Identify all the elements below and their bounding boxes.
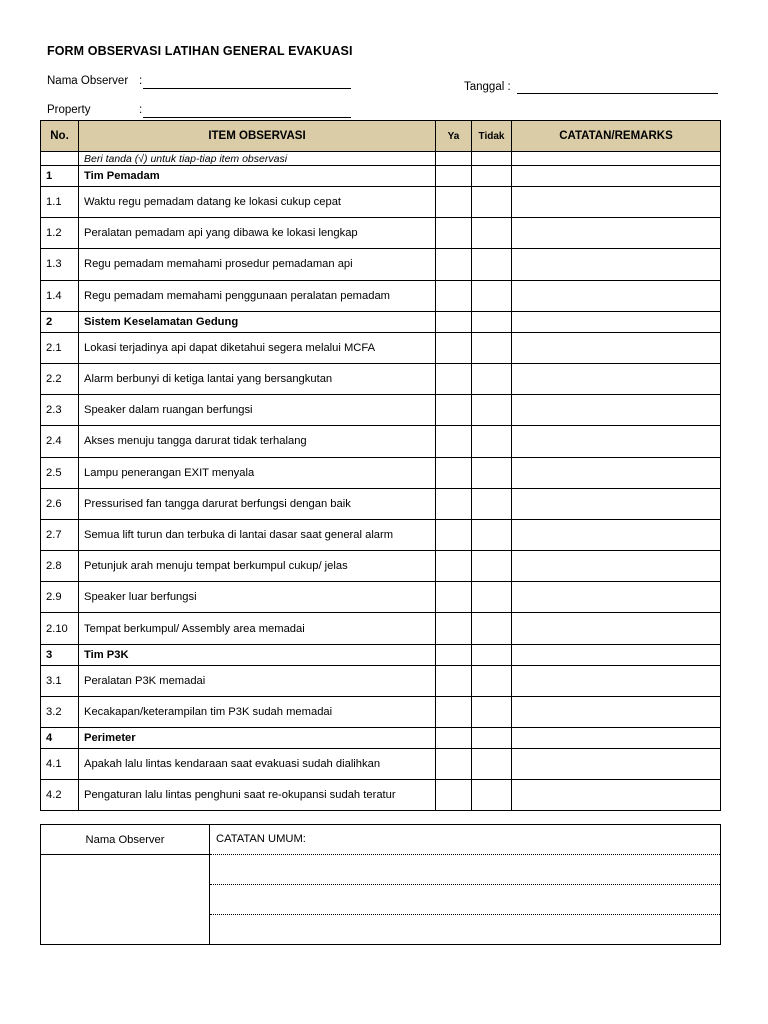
remarks-input-cell[interactable] — [512, 519, 721, 550]
header-item: ITEM OBSERVASI — [79, 121, 436, 152]
ya-checkbox-cell[interactable] — [436, 749, 472, 780]
remarks-input-cell[interactable] — [512, 426, 721, 457]
observer-colon: : — [139, 75, 143, 87]
item-row — [41, 426, 721, 457]
ya-checkbox-cell[interactable] — [436, 395, 472, 426]
tidak-checkbox-cell[interactable] — [472, 218, 512, 249]
ya-checkbox-cell[interactable] — [436, 457, 472, 488]
tidak-checkbox-cell[interactable] — [472, 187, 512, 218]
item-number: 2.2 — [41, 363, 79, 394]
section-number: 1 — [41, 166, 79, 187]
ya-checkbox-cell[interactable] — [436, 187, 472, 218]
tidak-cell — [472, 166, 512, 187]
property-label: Property — [47, 104, 91, 116]
ya-checkbox-cell[interactable] — [436, 332, 472, 363]
ya-checkbox-cell[interactable] — [436, 249, 472, 280]
item-number: 2.5 — [41, 457, 79, 488]
instruction-text: Beri tanda (√) untuk tiap-tiap item observasi — [79, 152, 436, 166]
note-line-2[interactable] — [210, 884, 720, 885]
remarks-input-cell[interactable] — [512, 249, 721, 280]
instruction-row — [41, 152, 721, 166]
section-number: 4 — [41, 728, 79, 749]
tidak-checkbox-cell[interactable] — [472, 426, 512, 457]
item-text: Lampu penerangan EXIT menyala — [79, 457, 436, 488]
item-number: 2.4 — [41, 426, 79, 457]
ya-cell — [436, 166, 472, 187]
item-number: 4.1 — [41, 749, 79, 780]
observer-signature-box[interactable] — [41, 855, 210, 945]
remarks-input-cell[interactable] — [512, 187, 721, 218]
tidak-checkbox-cell[interactable] — [472, 519, 512, 550]
header-catatan: CATATAN/REMARKS — [512, 121, 721, 152]
remarks-input-cell[interactable] — [512, 218, 721, 249]
item-text: Speaker luar berfungsi — [79, 582, 436, 613]
item-number: 2.1 — [41, 332, 79, 363]
item-text: Regu pemadam memahami penggunaan peralatan pemadam — [79, 280, 436, 311]
item-number: 3.2 — [41, 696, 79, 727]
item-text: Kecakapan/keterampilan tim P3K sudah memadai — [79, 696, 436, 727]
item-text: Tempat berkumpul/ Assembly area memadai — [79, 613, 436, 644]
item-text: Pengaturan lalu lintas penghuni saat re-okupansi sudah teratur — [79, 780, 436, 811]
ya-checkbox-cell[interactable] — [436, 551, 472, 582]
item-number: 3.1 — [41, 665, 79, 696]
tidak-checkbox-cell[interactable] — [472, 457, 512, 488]
item-number: 2.9 — [41, 582, 79, 613]
ya-checkbox-cell[interactable] — [436, 488, 472, 519]
item-number: 2.3 — [41, 395, 79, 426]
item-row — [41, 582, 721, 613]
ya-checkbox-cell[interactable] — [436, 613, 472, 644]
remarks-cell — [512, 728, 721, 749]
item-number: 1.3 — [41, 249, 79, 280]
tidak-checkbox-cell[interactable] — [472, 332, 512, 363]
section-row — [41, 311, 721, 332]
ya-checkbox-cell[interactable] — [436, 582, 472, 613]
ya-cell — [436, 728, 472, 749]
item-row — [41, 395, 721, 426]
tidak-cell — [472, 728, 512, 749]
item-text: Peralatan P3K memadai — [79, 665, 436, 696]
item-number: 1.1 — [41, 187, 79, 218]
ya-checkbox-cell[interactable] — [436, 780, 472, 811]
item-row — [41, 280, 721, 311]
item-row — [41, 551, 721, 582]
tidak-cell — [472, 311, 512, 332]
item-text: Semua lift turun dan terbuka di lantai dasar saat general alarm — [79, 519, 436, 550]
tidak-checkbox-cell[interactable] — [472, 551, 512, 582]
observer-name-line[interactable] — [143, 88, 351, 89]
item-row — [41, 613, 721, 644]
property-line[interactable] — [143, 117, 351, 118]
section-number: 3 — [41, 644, 79, 665]
property-colon: : — [139, 104, 143, 116]
footer-table — [40, 824, 721, 945]
ya-checkbox-cell[interactable] — [436, 519, 472, 550]
remarks-input-cell[interactable] — [512, 363, 721, 394]
item-number: 2.8 — [41, 551, 79, 582]
section-title: Tim Pemadam — [79, 166, 436, 187]
item-row — [41, 457, 721, 488]
remarks-input-cell[interactable] — [512, 780, 721, 811]
ya-checkbox-cell[interactable] — [436, 280, 472, 311]
remarks-input-cell[interactable] — [512, 613, 721, 644]
remarks-cell — [512, 166, 721, 187]
item-row — [41, 187, 721, 218]
item-text: Peralatan pemadam api yang dibawa ke lokasi lengkap — [79, 218, 436, 249]
header-tidak: Tidak — [472, 121, 512, 152]
remarks-input-cell[interactable] — [512, 488, 721, 519]
item-row — [41, 332, 721, 363]
item-row — [41, 749, 721, 780]
header-no: No. — [41, 121, 79, 152]
item-text: Speaker dalam ruangan berfungsi — [79, 395, 436, 426]
remarks-input-cell[interactable] — [512, 457, 721, 488]
remarks-cell — [512, 644, 721, 665]
item-number: 2.10 — [41, 613, 79, 644]
item-number: 1.4 — [41, 280, 79, 311]
section-number: 2 — [41, 311, 79, 332]
item-text: Akses menuju tangga darurat tidak terhalang — [79, 426, 436, 457]
remarks-input-cell[interactable] — [512, 332, 721, 363]
item-row — [41, 488, 721, 519]
item-text: Regu pemadam memahami prosedur pemadaman api — [79, 249, 436, 280]
tidak-checkbox-cell[interactable] — [472, 249, 512, 280]
observer-label: Nama Observer — [47, 75, 129, 87]
tidak-checkbox-cell[interactable] — [472, 395, 512, 426]
remarks-input-cell[interactable] — [512, 551, 721, 582]
item-number: 1.2 — [41, 218, 79, 249]
item-text: Pressurised fan tangga darurat berfungsi dengan baik — [79, 488, 436, 519]
item-number: 4.2 — [41, 780, 79, 811]
item-number: 2.7 — [41, 519, 79, 550]
tidak-checkbox-cell[interactable] — [472, 363, 512, 394]
item-text: Alarm berbunyi di ketiga lantai yang bersangkutan — [79, 363, 436, 394]
item-text: Lokasi terjadinya api dapat diketahui segera melalui MCFA — [79, 332, 436, 363]
section-row — [41, 644, 721, 665]
ya-checkbox-cell[interactable] — [436, 363, 472, 394]
item-row — [41, 363, 721, 394]
ya-cell — [436, 644, 472, 665]
item-row — [41, 780, 721, 811]
remarks-input-cell[interactable] — [512, 395, 721, 426]
section-row — [41, 166, 721, 187]
form-title: FORM OBSERVASI LATIHAN GENERAL EVAKUASI — [47, 44, 353, 58]
table-header-row — [41, 121, 721, 152]
item-row — [41, 218, 721, 249]
tidak-checkbox-cell[interactable] — [472, 749, 512, 780]
tidak-checkbox-cell[interactable] — [472, 780, 512, 811]
remarks-input-cell[interactable] — [512, 665, 721, 696]
footer-observer-label: Nama Observer — [41, 825, 210, 855]
note-line-1[interactable] — [210, 854, 720, 855]
catatan-umum-label: CATATAN UMUM: — [216, 833, 306, 845]
section-title: Tim P3K — [79, 644, 436, 665]
remarks-input-cell[interactable] — [512, 280, 721, 311]
header-ya: Ya — [436, 121, 472, 152]
item-row — [41, 696, 721, 727]
tidak-checkbox-cell[interactable] — [472, 280, 512, 311]
section-title: Perimeter — [79, 728, 436, 749]
item-number: 2.6 — [41, 488, 79, 519]
item-row — [41, 249, 721, 280]
ya-checkbox-cell[interactable] — [436, 218, 472, 249]
tanggal-line[interactable] — [517, 93, 718, 94]
remarks-input-cell[interactable] — [512, 696, 721, 727]
remarks-input-cell[interactable] — [512, 582, 721, 613]
observation-table — [40, 120, 721, 811]
catatan-umum-box[interactable] — [210, 825, 721, 945]
remarks-cell — [512, 311, 721, 332]
tidak-checkbox-cell[interactable] — [472, 613, 512, 644]
ya-checkbox-cell[interactable] — [436, 665, 472, 696]
section-title: Sistem Keselamatan Gedung — [79, 311, 436, 332]
item-text: Petunjuk arah menuju tempat berkumpul cukup/ jelas — [79, 551, 436, 582]
tanggal-label: Tanggal : — [464, 81, 511, 93]
tidak-checkbox-cell[interactable] — [472, 665, 512, 696]
item-row — [41, 665, 721, 696]
tidak-cell — [472, 644, 512, 665]
note-line-3[interactable] — [210, 914, 720, 915]
tidak-checkbox-cell[interactable] — [472, 696, 512, 727]
item-row — [41, 519, 721, 550]
ya-checkbox-cell[interactable] — [436, 426, 472, 457]
section-row — [41, 728, 721, 749]
item-text: Apakah lalu lintas kendaraan saat evakuasi sudah dialihkan — [79, 749, 436, 780]
item-text: Waktu regu pemadam datang ke lokasi cukup cepat — [79, 187, 436, 218]
ya-checkbox-cell[interactable] — [436, 696, 472, 727]
ya-cell — [436, 311, 472, 332]
remarks-input-cell[interactable] — [512, 749, 721, 780]
tidak-checkbox-cell[interactable] — [472, 488, 512, 519]
tidak-checkbox-cell[interactable] — [472, 582, 512, 613]
